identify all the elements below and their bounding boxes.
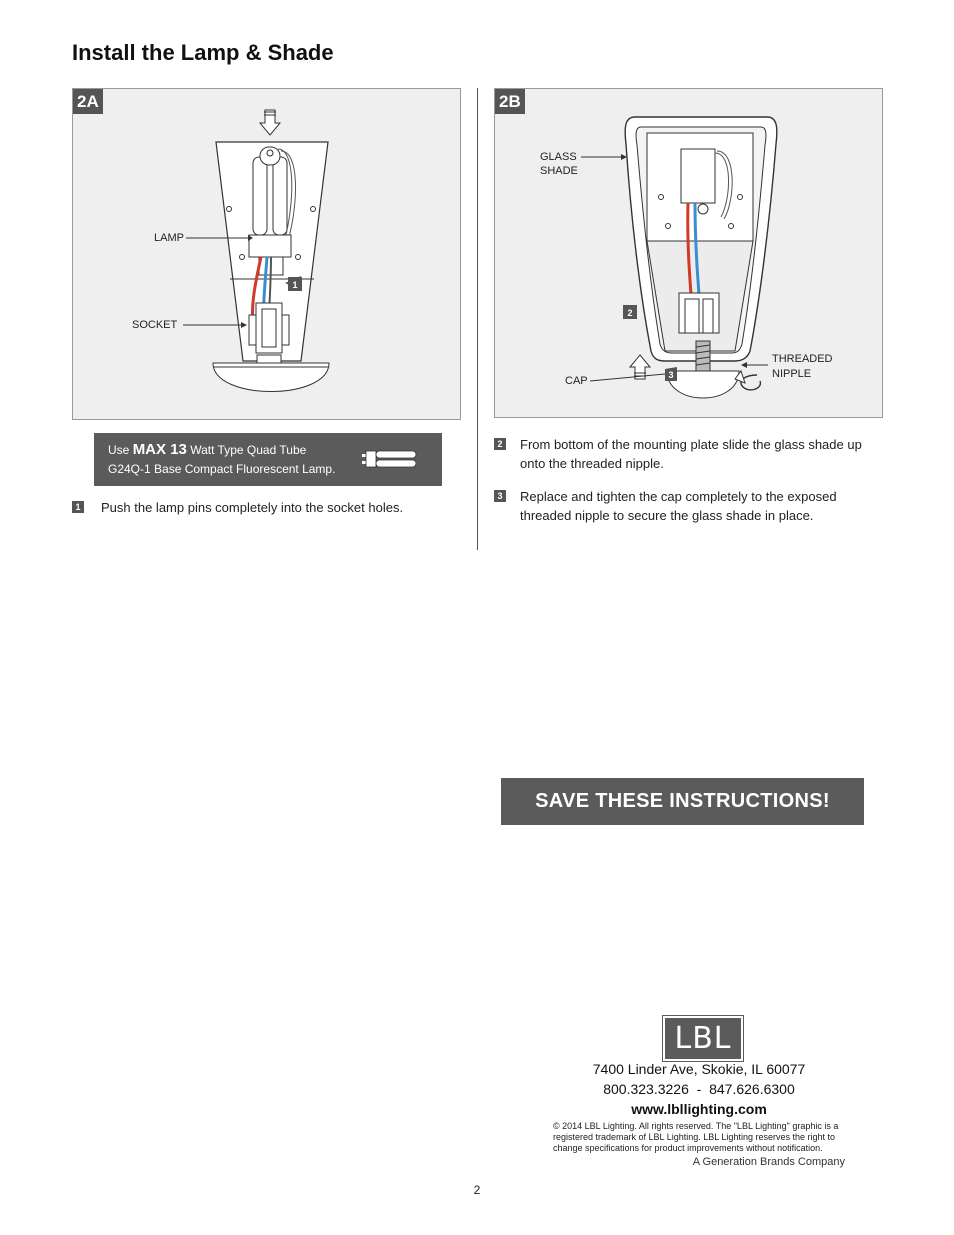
quad-tube-lamp-icon: [360, 445, 420, 473]
footer-company: A Generation Brands Company: [692, 1156, 845, 1168]
footer-legal-line-3: change specifications for product improvements without notification.: [553, 1143, 823, 1153]
footer-website[interactable]: www.lbllighting.com: [631, 1101, 767, 1117]
step-2-line-1: From bottom of the mounting plate slide the glass shade up: [520, 437, 862, 452]
lamp-spec-line-2: G24Q-1 Base Compact Fluorescent Lamp.: [108, 462, 336, 476]
lamp-spec-note: [94, 433, 442, 486]
glass-shade-label-2: SHADE: [540, 165, 578, 177]
footer-legal-line-2: registered trademark of LBL Lighting. LBL Lighting reserves the right to: [553, 1132, 835, 1142]
save-instructions-banner: SAVE THESE INSTRUCTIONS!: [501, 778, 864, 825]
footer-legal-line-1: © 2014 LBL Lighting. All rights reserved. The "LBL Lighting" graphic is a: [553, 1121, 839, 1131]
figure-2b: [494, 88, 883, 418]
glass-shade-label-1: GLASS: [540, 151, 577, 163]
page-title: Install the Lamp & Shade: [72, 40, 334, 65]
threaded-nipple-label-1: THREADED: [772, 353, 833, 365]
figure-2a-tag: 2A: [73, 89, 103, 114]
footer-phones: 800.323.3226 - 847.626.6300: [603, 1081, 795, 1097]
figure-2b-marker-3: 3: [668, 370, 674, 380]
step-2-number: 2: [494, 438, 506, 450]
lbl-logo: LBL: [663, 1016, 743, 1061]
step-2-line-2: onto the threaded nipple.: [520, 456, 664, 471]
glass-shade-illustration: [495, 89, 884, 419]
lamp-label: LAMP: [154, 232, 184, 244]
cap-label: CAP: [565, 375, 588, 387]
step-2-text: [520, 435, 862, 473]
step-3-text: [520, 487, 837, 525]
step-3-number: 3: [494, 490, 506, 502]
footer-legal: [553, 1121, 853, 1154]
figure-2a-marker: 1: [292, 280, 298, 290]
step-3-line-1: Replace and tighten the cap completely to the exposed: [520, 489, 837, 504]
figure-2b-tag: 2B: [495, 89, 525, 114]
socket-label: SOCKET: [132, 319, 178, 331]
footer-address: 7400 Linder Ave, Skokie, IL 60077: [592, 1061, 806, 1077]
lamp-socket-illustration: [73, 89, 462, 421]
figure-2b-marker-2: 2: [627, 308, 633, 318]
column-divider: [477, 88, 478, 550]
lamp-spec-max: MAX 13: [132, 441, 187, 458]
step-3-line-2: threaded nipple to secure the glass shade in place.: [520, 508, 814, 523]
threaded-nipple-label-2: NIPPLE: [772, 368, 812, 380]
step-1-number: 1: [72, 501, 84, 513]
page-number: 2: [473, 1183, 481, 1197]
lamp-spec-prefix: Use: [108, 443, 130, 457]
figure-2a: [72, 88, 461, 420]
step-1-text: Push the lamp pins completely into the socket holes.: [101, 500, 404, 515]
lamp-spec-line-1-rest: Watt Type Quad Tube: [190, 443, 307, 457]
